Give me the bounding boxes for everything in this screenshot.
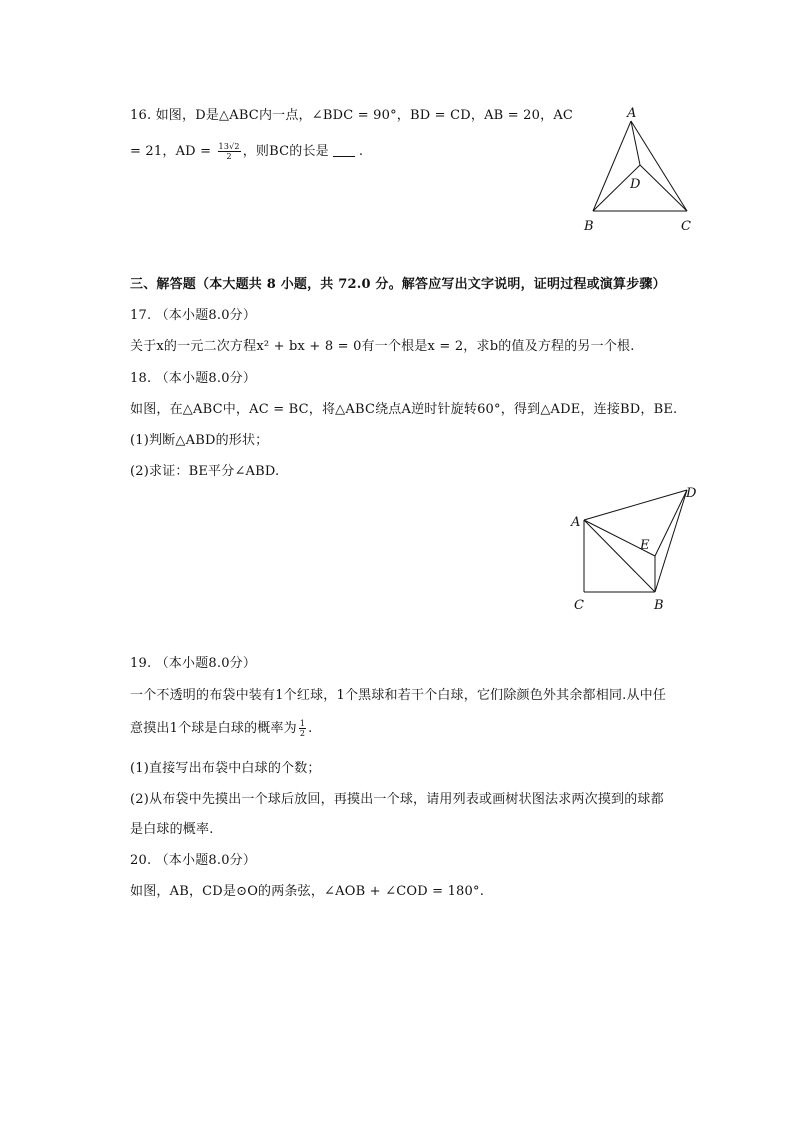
q19-text-line2 bbox=[130, 717, 313, 738]
q20-number: 20. （本小题8.0分） bbox=[130, 853, 257, 868]
q18-number: 18. （本小题8.0分） bbox=[130, 371, 257, 386]
q18-label-a: A bbox=[571, 515, 581, 530]
q19-fraction bbox=[299, 719, 306, 738]
q19-number: 19. （本小题8.0分） bbox=[130, 656, 257, 671]
q16-fraction-numerator: 13√2 bbox=[218, 142, 240, 151]
q16-edge-ab bbox=[593, 121, 631, 211]
q18-part2: (2)求证：BE平分∠ABD. bbox=[130, 464, 280, 479]
q19-fraction-denominator: 2 bbox=[299, 729, 306, 738]
q16-edge-ac bbox=[631, 121, 687, 211]
q18-label-c: C bbox=[574, 598, 584, 613]
q19-part2-line1: (2)从布袋中先摸出一个球后放回，再摸出一个球，请用列表或画树状图法求两次摸到的球都 bbox=[130, 792, 664, 807]
q18-label-b: B bbox=[654, 598, 664, 613]
q16-line2-end: . bbox=[358, 144, 364, 159]
q16-line2-start: = 21，AD = bbox=[130, 144, 216, 159]
q18-edge-ad bbox=[584, 490, 687, 520]
q18-edge-ae bbox=[584, 520, 655, 556]
q19-text-line2-end: . bbox=[308, 721, 313, 736]
q16-line2-mid: ，则BC的长是 bbox=[242, 144, 329, 159]
q18-part1: (1)判断△ABD的形状； bbox=[130, 433, 269, 448]
q17-text: 关于x的一元二次方程x² + bx + 8 = 0有一个根是x = 2，求b的值及方程的另一个根. bbox=[130, 339, 635, 354]
q19-fraction-numerator: 1 bbox=[299, 719, 306, 728]
q19-part1: (1)直接写出布袋中白球的个数； bbox=[130, 761, 321, 776]
q16-line2 bbox=[130, 140, 363, 161]
q19-part2-line2: 是白球的概率. bbox=[130, 822, 214, 837]
q16-label-a: A bbox=[627, 106, 637, 121]
q20-text: 如图，AB，CD是⊙O的两条弦，∠AOB + ∠COD = 180°. bbox=[130, 884, 485, 899]
q18-label-e: E bbox=[640, 538, 650, 553]
q16-fraction bbox=[218, 142, 241, 161]
section3-heading: 三、解答题（本大题共 8 小题，共 72.0 分。解答应写出文字说明，证明过程或演算步骤） bbox=[130, 277, 666, 292]
q16-edge-ad bbox=[631, 121, 640, 165]
q16-answer-blank bbox=[333, 144, 355, 157]
q16-label-c: C bbox=[681, 219, 691, 234]
q18-text: 如图，在△ABC中，AC = BC，将△ABC绕点A逆时针旋转60°，得到△ADE，连接BD，BE. bbox=[130, 402, 678, 417]
q17-number: 17. （本小题8.0分） bbox=[130, 308, 257, 323]
q18-edge-de bbox=[655, 490, 687, 556]
q18-edge-bd bbox=[655, 490, 687, 592]
q18-edge-ab bbox=[584, 520, 655, 592]
q16-line1: 16. 如图，D是△ABC内一点，∠BDC = 90°，BD = CD，AB = 20，AC bbox=[130, 108, 574, 123]
q16-edge-bd bbox=[593, 165, 640, 211]
q16-fraction-denominator: 2 bbox=[226, 152, 232, 161]
q18-label-d: D bbox=[686, 486, 697, 501]
q16-edge-cd bbox=[640, 165, 687, 211]
q19-text-line1: 一个不透明的布袋中装有1个红球，1个黑球和若干个白球，它们除颜色外其余都相同.从中任 bbox=[130, 688, 667, 703]
q19-text-line2-start: 意摸出1个球是白球的概率为 bbox=[130, 721, 297, 736]
q16-label-d: D bbox=[630, 177, 641, 192]
q16-label-b: B bbox=[584, 219, 594, 234]
